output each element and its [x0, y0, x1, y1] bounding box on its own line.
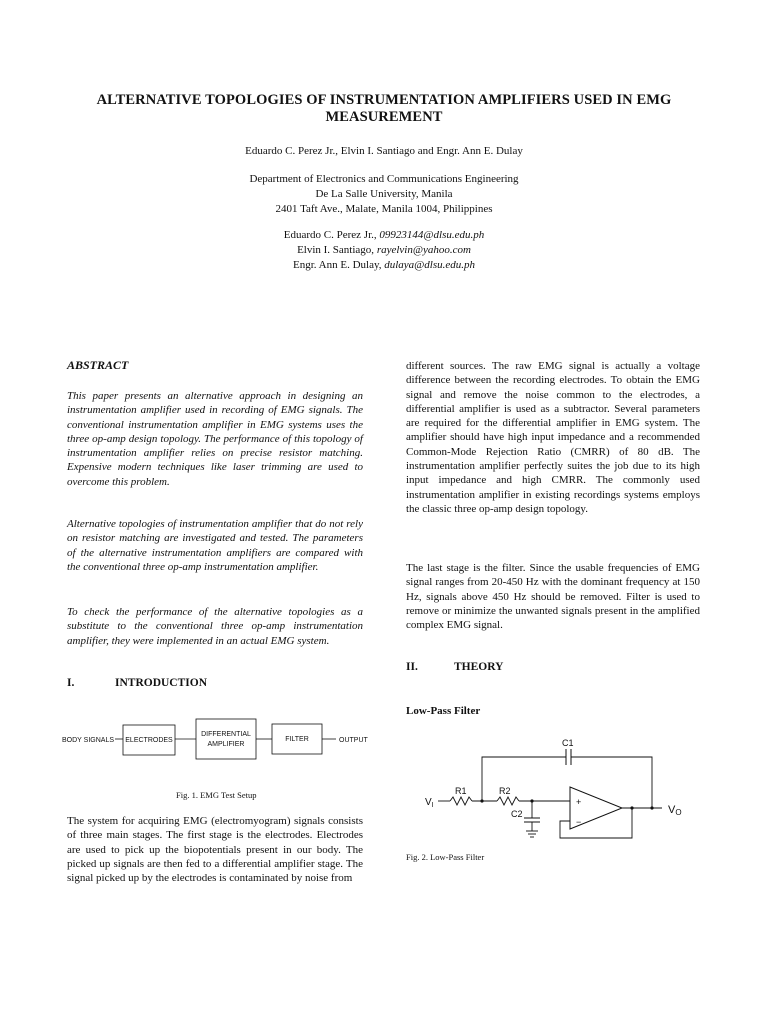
block-label-differential: DIFFERENTIAL: [201, 731, 251, 738]
figure-2-caption: Fig. 2. Low-Pass Filter: [406, 852, 485, 862]
differential-amplifier-block: [196, 719, 256, 759]
contact-email: rayelvin@yahoo.com: [376, 244, 471, 256]
introduction-heading: [67, 677, 207, 689]
emg-block-diagram: [60, 712, 370, 768]
contact-entry: [0, 243, 768, 258]
contact-name: Eduardo C. Perez Jr.,: [283, 229, 380, 241]
block-label-output: OUTPUT: [339, 737, 368, 744]
abstract-paragraph-3: To check the performance of the alternative topologies as a substitute to the conventional three op-amp instrumentation amplifier, they were implemented in an actual EMG system.: [67, 606, 363, 647]
introduction-paragraph-1: The system for acquiring EMG (electromyogram) signals consists of three main stages. The first stage is the electrodes. Electrodes are used to pick up the biopotentials present in our body. The picked up signals are then fed to a differential amplifier stage. The signal picked up by the electrodes is contaminated by noise from: [67, 815, 363, 885]
c2-label: C2: [511, 809, 523, 819]
section-title: THEORY: [454, 661, 504, 673]
paper-title: [0, 92, 768, 126]
title-line-1: ALTERNATIVE TOPOLOGIES OF INSTRUMENTATION AMPLIFIERS USED IN EMG: [96, 92, 672, 108]
low-pass-filter-circuit: [400, 733, 705, 845]
affiliation-department: Department of Electronics and Communications Engineering: [249, 173, 519, 185]
c1-label: C1: [562, 738, 574, 748]
affiliation: [0, 172, 768, 217]
low-pass-filter-subheading: Low-Pass Filter: [406, 705, 481, 717]
feedback-wire: [482, 757, 566, 791]
r2-label: R2: [499, 786, 511, 796]
theory-heading: [406, 661, 503, 673]
block-label-filter: FILTER: [285, 736, 309, 743]
r1-label: R1: [455, 786, 467, 796]
contact-list: [0, 228, 768, 273]
section-number: II.: [406, 661, 418, 673]
vo-label: VO: [668, 804, 682, 817]
section-number: I.: [67, 677, 75, 689]
resistor-r1: [450, 797, 472, 805]
op-amp-minus: −: [576, 817, 582, 827]
block-label-body-signals: BODY SIGNALS: [62, 737, 115, 744]
resistor-r2: [497, 797, 519, 805]
contact-name: Elvin I. Santiago,: [297, 244, 377, 256]
contact-name: Engr. Ann E. Dulay,: [292, 259, 385, 271]
contact-email: 09923144@dlsu.edu.ph: [379, 229, 485, 241]
affiliation-address: 2401 Taft Ave., Malate, Manila 1004, Philippines: [275, 203, 493, 215]
introduction-paragraph-2: different sources. The raw EMG signal is actually a voltage difference between the recording electrodes. To obtain the EMG signal and remove the noise common to the electrodes, a differential amplifier is used as a subtractor. Several parameters are required for the differential amplifier in EMG system. The amplifier should have high input impedance and a recommended Common-Mode Rejection Ratio (CMRR) of 80 dB. The instrumentation amplifier perfectly suites the job due to its high input impedance and high CMRR. The commonly used instrumentation amplifier in existing recordings systems employs the classic three op-amp design topology.: [406, 360, 700, 515]
author-list: Eduardo C. Perez Jr., Elvin I. Santiago and Engr. Ann E. Dulay: [245, 145, 523, 157]
node-junction: [630, 806, 633, 809]
title-line-2: MEASUREMENT: [325, 109, 443, 125]
abstract-heading: ABSTRACT: [67, 358, 129, 372]
contact-entry: [0, 228, 768, 243]
contact-email: dulaya@dlsu.edu.ph: [384, 259, 476, 271]
figure-1-caption: Fig. 1. EMG Test Setup: [176, 790, 257, 800]
block-label-electrodes: ELECTRODES: [125, 737, 173, 744]
section-title: INTRODUCTION: [115, 677, 208, 689]
abstract-paragraph-2: Alternative topologies of instrumentation amplifier that do not rely on resistor matching are investigated and tested. The parameters of the alternative instrumentation amplifiers are compared with the conventional three op-amp instrumentation amplifier.: [67, 518, 363, 573]
contact-entry: [0, 258, 768, 273]
block-label-amplifier: AMPLIFIER: [207, 741, 245, 748]
introduction-paragraph-3: The last stage is the filter. Since the usable frequencies of EMG signal ranges from 20-450 Hz with the dominant frequency at 150 Hz, signals above 450 Hz should be removed. Filter is used to remove or minimize the unwanted signals present in the amplified complex EMG signal.: [406, 562, 700, 632]
affiliation-university: De La Salle University, Manila: [315, 188, 453, 200]
op-amp-plus: +: [576, 797, 582, 807]
vi-label: $V_I$: [425, 797, 434, 809]
abstract-paragraph-1: This paper presents an alternative approach in designing an instrumentation amplifier used in recording of EMG signals. The conventional instrumentation amplifier in EMG systems uses the three op-amp design topology. The performance of this topology of instrumentation amplifier relies on precise resistor matching. Expensive modern techniques like laser trimming are used to overcome this problem.: [67, 390, 363, 488]
